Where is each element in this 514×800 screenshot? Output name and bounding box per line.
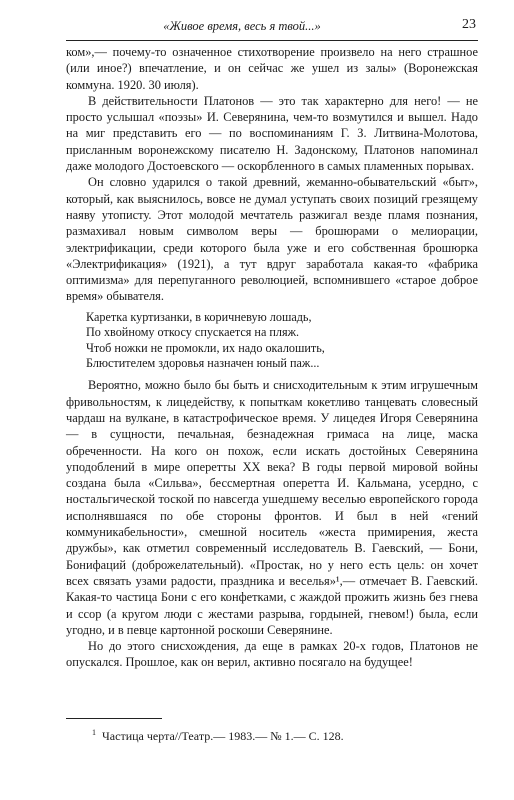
- footnote-divider: [66, 718, 162, 719]
- running-head: «Живое время, весь я твой...»: [163, 19, 321, 33]
- poem-line: Блюстителем здоровья назначен юный паж...: [86, 355, 320, 370]
- paragraph: Но до этого снисхождения, да еще в рамках 20-х годов, Платонов не опускался. Прошлое, как он верил, активно посягало на будущее!: [66, 639, 478, 670]
- body-text: [66, 44, 478, 671]
- paragraph: Он словно ударился о такой древний, жеманно-обывательский «быт», который, как выяснилось, вовсе не думал уступать своих позиций грезящему наяву утописту. Этот молодой мечтатель разжигал везде пламя познания, размахивал новым символом веры — брошюрами о мелиорации, электрификации, среди которого была уже и его собственная брошюрка «Электрификация» (1921), а тут вдруг заработала какая-то «фабрика оптимизма» для перепуганного революцией, вспомнившего «старое доброе время» обывателя.: [66, 175, 478, 304]
- poem-line: Каретка куртизанки, в коричневую лошадь,: [86, 309, 312, 324]
- paragraph: В действительности Платонов — это так характерно для него! — не просто услышал «поэзы» И. Северянина, чем-то возмутился и вышел. Надо на миг представить его — по воспоминаниям Г. З. Литвина-Молотова, присланным воронежскому писателю Н. Задонскому, Платонов напоминал даже молодого Достоевского — оскорбленного в самых пламенных порывах.: [66, 93, 478, 174]
- paragraph: Вероятно, можно было бы быть и снисходительным к этим игрушечным фривольностям, к лицедейству, к попыткам кокетливо танцевать словесный чардаш на вулкане, в катастрофическое время. У лицедея Игоря Северянина — в сущности, печальная, безнадежная гримаса на лице, маска обреченности. На кого он похож, если искать достойных Северянина уподоблений в мире оперетты XX века? В годы первой мировой войны создана была «Сильва», бессмертная оперетта И. Кальмана, усердно, с ностальгической тоской по навсегда ушедшему веселью европейского города исполнявшаяся по обе стороны фронтов. И был в ней «гений коммуникабельности», смешной носитель «жеста примирения, жеста дружбы», как отметил современный исследователь В. Гаевский, — Бони, Бонифаций (доброжелательный). «Простак, но у него есть цель: он хочет всех связать узами радости, праздника и веселья»¹,— отмечает В. Гаевский. Какая-то частица Бони с его конфетками, с жаждой прожить жизнь без гнева и ссор (а кругом люди с жестами разрыва, гордыней, гневом!) была, если угодно, и в певце картонной роскоши Северянине.: [66, 378, 478, 637]
- poem-line: Чтоб ножки не промокли, их надо окалошить,: [86, 340, 325, 355]
- footnote-marker: 1: [92, 728, 96, 737]
- page-header: [66, 14, 478, 41]
- footnote: [92, 725, 478, 744]
- page-number: 23: [462, 17, 476, 32]
- footnote-text: Частица черта//Театр.— 1983.— № 1.— С. 128.: [102, 729, 344, 743]
- paragraph-continuation: ком»,— почему-то означенное стихотворение произвело на него страшное (или иное?) впечатление, и он сейчас же ушел из залы» (Воронежская коммуна. 1920. 30 июля).: [66, 45, 478, 92]
- poem-line: По хвойному откосу спускается на пляж.: [86, 325, 300, 340]
- poem-quote: [86, 310, 478, 372]
